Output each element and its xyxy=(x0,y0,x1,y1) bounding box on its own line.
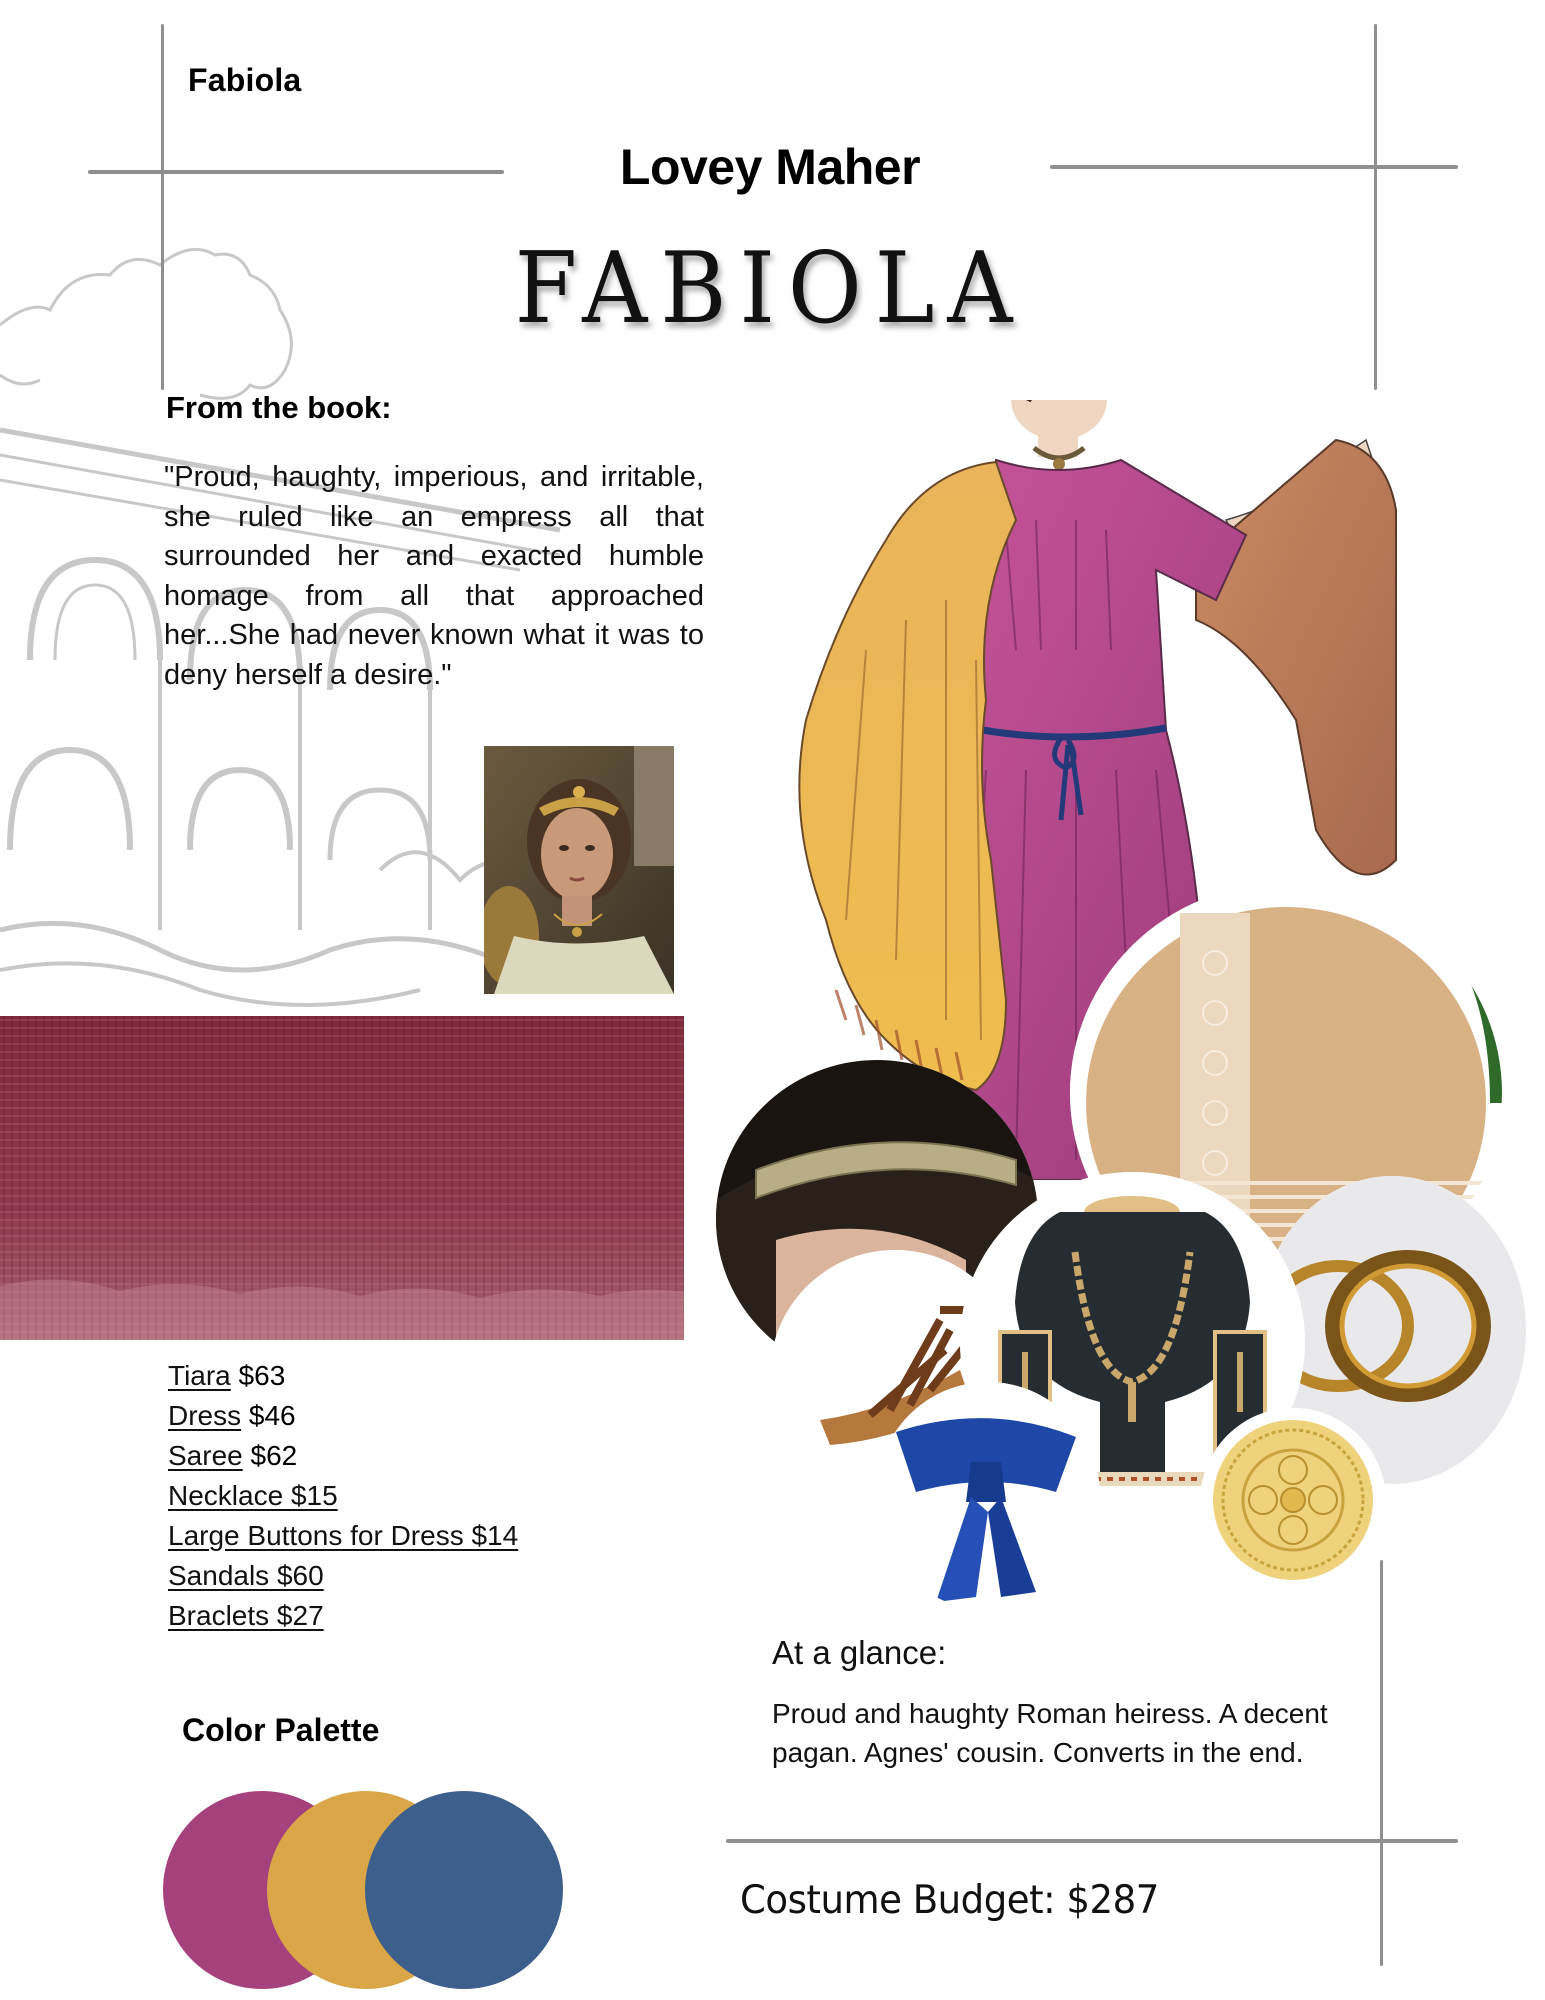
bracelets-link[interactable]: Braclets $27 xyxy=(168,1600,324,1631)
budget-item-sandals xyxy=(168,1556,518,1596)
frame-line-bottom-vertical xyxy=(1380,1560,1383,1966)
blue-sash-image xyxy=(876,1382,1100,1610)
burgundy-fabric-swatch xyxy=(0,1016,684,1340)
frame-line-right-vertical xyxy=(1374,24,1377,390)
frame-line-left-horizontal xyxy=(88,170,504,174)
budget-item-necklace xyxy=(168,1476,518,1516)
dress-link[interactable]: Dress xyxy=(168,1400,242,1431)
sandals-link[interactable]: Sandals $60 xyxy=(168,1560,324,1591)
frame-line-left-vertical xyxy=(161,24,164,390)
at-a-glance-body: Proud and haughty Roman heiress. A decent pagan. Agnes' cousin. Converts in the end. xyxy=(772,1698,1328,1768)
frame-line-bottom-horizontal xyxy=(726,1839,1458,1843)
tiara-price: $63 xyxy=(230,1360,286,1391)
budget-item-tiara xyxy=(168,1356,518,1396)
from-book-heading: From the book: xyxy=(166,390,392,425)
character-tag: Fabiola xyxy=(188,62,302,98)
budget-item-buttons xyxy=(168,1516,518,1556)
costume-budget-total: Costume Budget: $287 xyxy=(740,1878,1159,1923)
dress-price: $46 xyxy=(241,1400,296,1431)
saree-price: $62 xyxy=(242,1440,298,1471)
actor-name: Lovey Maher xyxy=(619,139,921,195)
tiara-link[interactable]: Tiara xyxy=(168,1360,231,1391)
actress-photo xyxy=(484,746,674,994)
gold-button-image xyxy=(1200,1408,1386,1596)
budget-item-dress xyxy=(168,1396,518,1436)
book-quote: "Proud, haughty, imperious, and irritable, she ruled like an empress all that surrounded her and exacted humble homage from all that approached her...She had never known what it was to deny herself a desire." xyxy=(164,461,704,691)
large-buttons-link[interactable]: Large Buttons for Dress $14 xyxy=(168,1520,519,1551)
at-a-glance-heading: At a glance: xyxy=(772,1634,947,1671)
frame-line-right-horizontal xyxy=(1050,165,1458,169)
budget-item-list xyxy=(168,1356,518,1636)
budget-item-saree xyxy=(168,1436,518,1476)
budget-item-bracelets xyxy=(168,1596,518,1636)
color-palette-heading: Color Palette xyxy=(182,1712,380,1748)
page-title: FABIOLA xyxy=(514,232,1026,346)
necklace-link[interactable]: Necklace $15 xyxy=(168,1480,338,1511)
saree-link[interactable]: Saree xyxy=(168,1440,243,1471)
palette-swatch-blue xyxy=(365,1791,563,1989)
